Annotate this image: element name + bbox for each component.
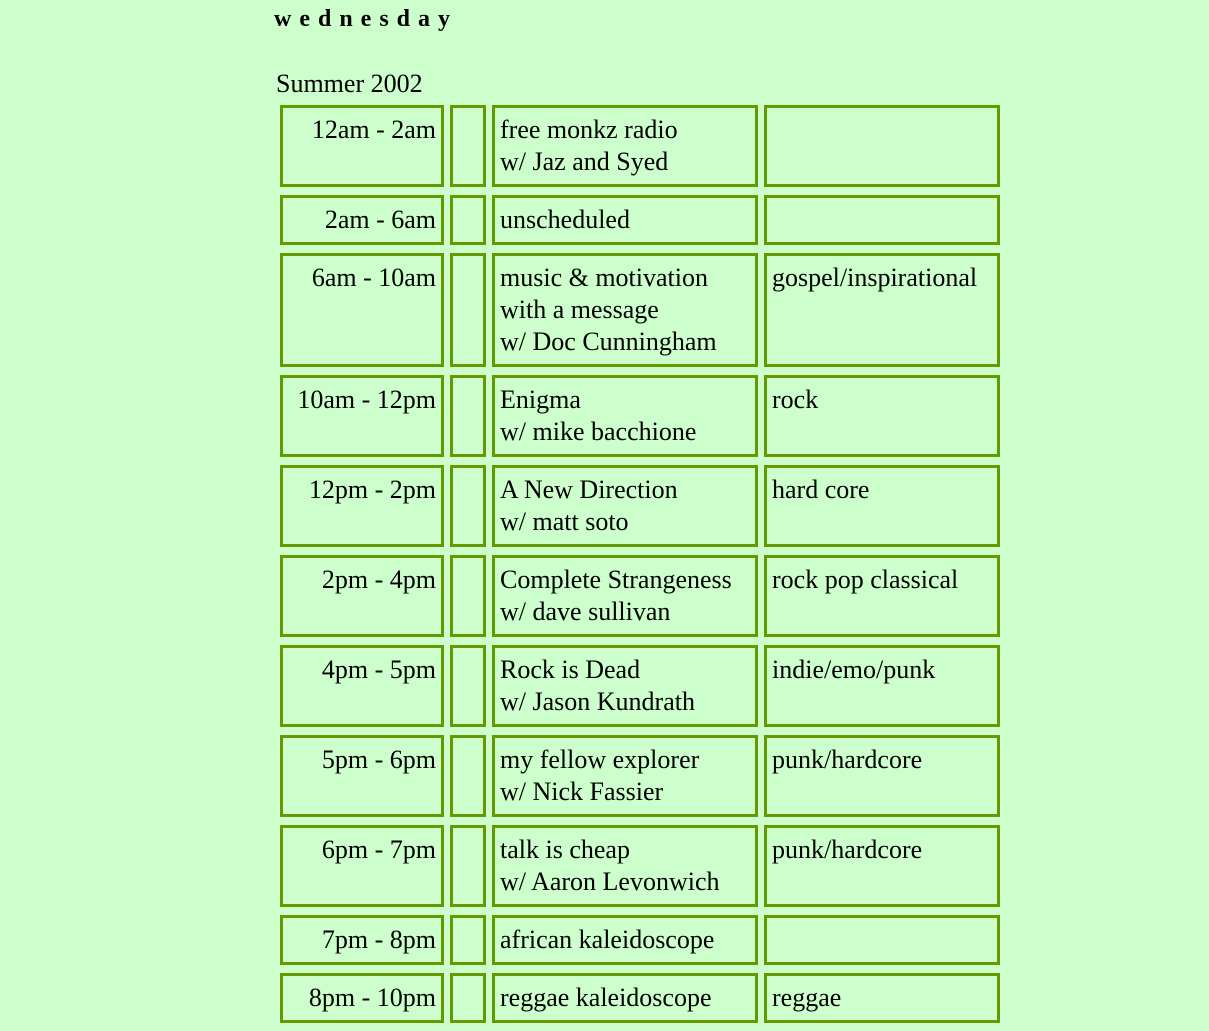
schedule-row — [280, 375, 1000, 457]
empty-cell — [450, 645, 486, 727]
show-title: Rock is Dead — [500, 655, 641, 684]
show-cell — [492, 375, 758, 457]
empty-cell — [450, 375, 486, 457]
empty-cell — [450, 195, 486, 245]
time-slot: 12pm - 2pm — [280, 465, 444, 547]
time-slot: 8pm - 10pm — [280, 973, 444, 1023]
genre-cell: reggae — [764, 973, 1000, 1023]
time-slot: 5pm - 6pm — [280, 735, 444, 817]
season-label: Summer 2002 — [276, 69, 423, 98]
show-cell — [492, 825, 758, 907]
show-detail: w/ mike bacchione — [500, 417, 697, 446]
schedule-body — [280, 105, 1000, 1023]
empty-cell — [450, 465, 486, 547]
schedule-row — [280, 105, 1000, 187]
genre-cell: hard core — [764, 465, 1000, 547]
show-detail: w/ Nick Fassier — [500, 777, 664, 806]
time-slot: 10am - 12pm — [280, 375, 444, 457]
show-title: unscheduled — [500, 205, 630, 234]
time-slot: 2pm - 4pm — [280, 555, 444, 637]
schedule-row — [280, 825, 1000, 907]
show-detail: with a message — [500, 295, 659, 324]
genre-cell: rock pop classical — [764, 555, 1000, 637]
show-detail: w/ Doc Cunningham — [500, 327, 717, 356]
genre-cell: rock — [764, 375, 1000, 457]
time-slot: 2am - 6am — [280, 195, 444, 245]
empty-cell — [450, 915, 486, 965]
empty-cell — [450, 555, 486, 637]
show-cell — [492, 735, 758, 817]
show-title: reggae kaleidoscope — [500, 983, 712, 1012]
show-detail: w/ Jason Kundrath — [500, 687, 695, 716]
schedule-row — [280, 973, 1000, 1023]
show-title: free monkz radio — [500, 115, 678, 144]
schedule-row — [280, 253, 1000, 367]
show-cell — [492, 105, 758, 187]
time-slot: 12am - 2am — [280, 105, 444, 187]
time-slot: 4pm - 5pm — [280, 645, 444, 727]
schedule-row — [280, 735, 1000, 817]
show-title: Enigma — [500, 385, 581, 414]
empty-cell — [450, 735, 486, 817]
day-heading: wednesday — [274, 6, 459, 32]
show-title: talk is cheap — [500, 835, 630, 864]
show-title: my fellow explorer — [500, 745, 700, 774]
empty-cell — [450, 973, 486, 1023]
show-title: A New Direction — [500, 475, 678, 504]
show-title: Complete Strangeness — [500, 565, 732, 594]
show-detail: w/ matt soto — [500, 507, 629, 536]
show-title: african kaleidoscope — [500, 925, 715, 954]
schedule-row — [280, 555, 1000, 637]
time-slot: 6pm - 7pm — [280, 825, 444, 907]
genre-cell — [764, 105, 1000, 187]
show-detail: w/ Aaron Levonwich — [500, 867, 720, 896]
genre-cell — [764, 915, 1000, 965]
genre-cell: gospel/inspirational — [764, 253, 1000, 367]
schedule-row — [280, 195, 1000, 245]
time-slot: 7pm - 8pm — [280, 915, 444, 965]
show-cell — [492, 645, 758, 727]
genre-cell: punk/hardcore — [764, 825, 1000, 907]
schedule-row — [280, 915, 1000, 965]
time-slot: 6am - 10am — [280, 253, 444, 367]
show-cell — [492, 465, 758, 547]
show-cell — [492, 555, 758, 637]
show-cell — [492, 253, 758, 367]
schedule-row — [280, 465, 1000, 547]
show-detail: w/ Jaz and Syed — [500, 147, 669, 176]
show-cell — [492, 973, 758, 1023]
genre-cell — [764, 195, 1000, 245]
schedule-row — [280, 645, 1000, 727]
schedule-table — [274, 97, 1006, 1031]
show-cell — [492, 915, 758, 965]
empty-cell — [450, 253, 486, 367]
genre-cell: punk/hardcore — [764, 735, 1000, 817]
empty-cell — [450, 825, 486, 907]
show-title: music & motivation — [500, 263, 708, 292]
empty-cell — [450, 105, 486, 187]
show-cell — [492, 195, 758, 245]
show-detail: w/ dave sullivan — [500, 597, 671, 626]
genre-cell: indie/emo/punk — [764, 645, 1000, 727]
